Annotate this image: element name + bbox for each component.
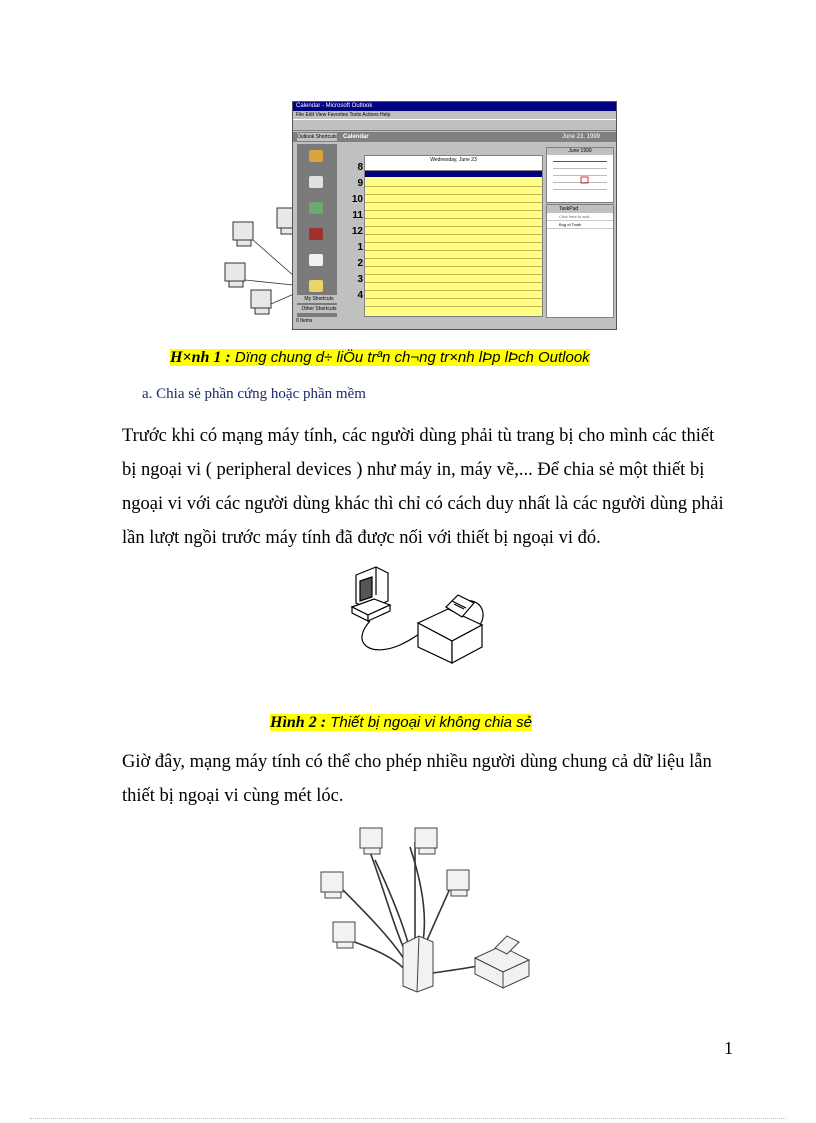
view-bar: Outlook Shortcuts Calendar June 23, 1999 (293, 132, 616, 142)
computer-icon (233, 222, 253, 240)
menu-bar: File Edit View Favorites Tools Actions Help (296, 112, 391, 118)
figure-1-caption: H×nh 1 : Dïng chung d÷ liÖu trªn ch¬ng tr×nh lÞp lÞch Outlook (170, 349, 590, 366)
computer-icon (333, 922, 355, 942)
day-header: Wednesday, June 23 (430, 157, 477, 163)
outlook-today-icon (309, 150, 323, 162)
task-pad (546, 204, 614, 318)
notes-icon (309, 280, 323, 292)
outlook-bar (297, 144, 337, 319)
status-bar: 0 Items (293, 317, 356, 325)
hour-labels: 8 9 10 11 12 1 2 3 4 (351, 162, 363, 301)
mini-calendar-days (547, 155, 613, 201)
tasks-icon (309, 254, 323, 266)
mini-month-title: June 1999 (547, 148, 613, 155)
computer-icon (415, 828, 437, 848)
page-number: 1 (724, 1038, 733, 1058)
day-view-grid (364, 155, 543, 317)
computer-icon (225, 263, 245, 281)
page-divider (30, 1118, 786, 1119)
taskpad-title: TaskPad (547, 205, 613, 213)
outlook-window (292, 101, 617, 330)
computer-icon (321, 872, 343, 892)
computer-icon (447, 870, 469, 890)
toolbar (293, 119, 616, 131)
other-shortcuts-group: Other Shortcuts (297, 305, 341, 313)
inbox-icon (309, 176, 323, 188)
network-sharing-illustration (315, 822, 545, 994)
my-shortcuts-group: My Shortcuts (297, 295, 341, 303)
date-navigator (546, 147, 614, 203)
calendar-icon (309, 202, 323, 214)
section-heading: a. Chia sẻ phần cứng hoặc phần mềm (142, 386, 366, 402)
computer-icon (360, 828, 382, 848)
figure-2-illustration (340, 563, 500, 673)
computer-icon (251, 290, 271, 308)
task-item: Bug of Tooth (547, 221, 613, 229)
paragraph-1: Trước khi có mạng máy tính, các người dùng phải tù trang bị cho mình các thiết bị ngoại vi ( peripheral devices ) như máy in, máy vẽ,... Để chia sẻ một thiết bị ngoại vi với các người dùng khác thì chỉ có cách duy nhất là các người dùng phải lần lượt ngồi trước máy tính đã được nối với thiết bị ngoại vi đó. (122, 426, 724, 548)
task-item: Click here to add... (547, 213, 613, 221)
window-title: Calendar - Microsoft Outlook (293, 102, 616, 111)
figure-2-caption: Hình 2 : Thiết bị ngoại vi không chia sẻ (270, 714, 532, 731)
contacts-icon (309, 228, 323, 240)
paragraph-2: Giờ đây, mạng máy tính có thể cho phép nhiều người dùng chung cả dữ liệu lẫn thiết bị ngoại vi cùng mét lóc. (122, 752, 712, 806)
